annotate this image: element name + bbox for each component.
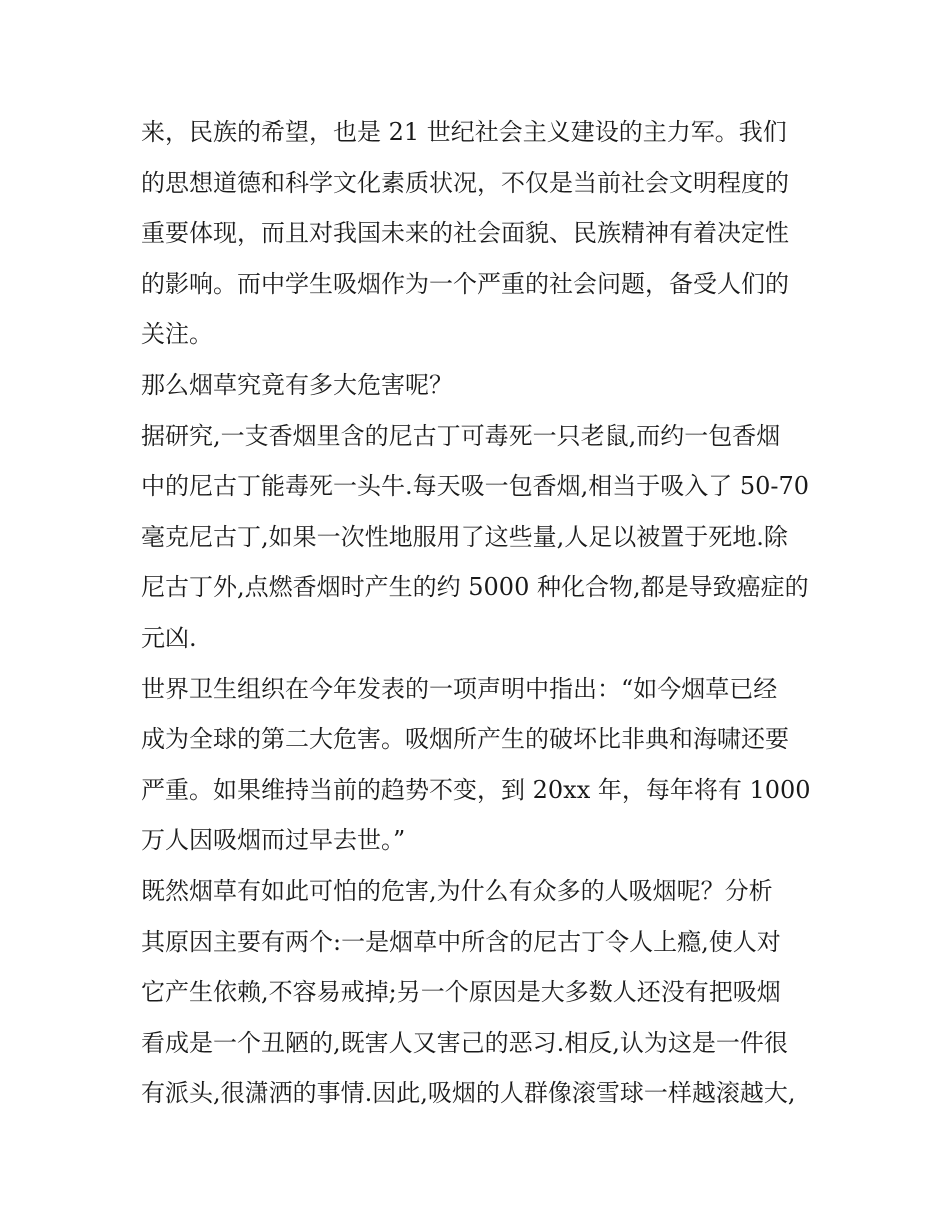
- text-line: 来，民族的希望，也是 21 世纪社会主义建设的主力军。我们: [141, 118, 787, 146]
- text-line: 它产生依赖,不容易戒掉;另一个原因是大多数人还没有把吸烟: [141, 978, 781, 1007]
- text-line: 的影响。而中学生吸烟作为一个严重的社会问题，备受人们的: [141, 269, 789, 298]
- text-line: 元凶.: [141, 623, 197, 652]
- text-line: 世界卫生组织在今年发表的一项声明中指出：“如今烟草已经: [141, 674, 778, 703]
- text-line: 严重。如果维持当前的趋势不变，到 20xx 年，每年将有 1000: [141, 775, 811, 804]
- text-line: 其原因主要有两个:一是烟草中所含的尼古丁令人上瘾,使人对: [141, 927, 781, 956]
- text-line: 的思想道德和科学文化素质状况，不仅是当前社会文明程度的: [141, 168, 789, 197]
- document-body: [141, 107, 821, 1119]
- text-line: 中的尼古丁能毒死一头牛.每天吸一包香烟,相当于吸入了 50-70: [141, 472, 810, 501]
- text-line: 成为全球的第二大危害。吸烟所产生的破坏比非典和海啸还要: [141, 725, 789, 754]
- text-line: 重要体现，而且对我国未来的社会面貌、民族精神有着决定性: [141, 219, 789, 248]
- text-line: 看成是一个丑陋的,既害人又害己的恶习.相反,认为这是一件很: [141, 1028, 788, 1057]
- text-line: 尼古丁外,点燃香烟时产生的约 5000 种化合物,都是导致癌症的: [141, 573, 809, 602]
- text-line: 既然烟草有如此可怕的危害,为什么有众多的人吸烟呢？分析: [141, 876, 773, 905]
- text-line: 万人因吸烟而过早去世。”: [141, 826, 406, 855]
- text-line: 毫克尼古丁,如果一次性地服用了这些量,人足以被置于死地.除: [141, 522, 788, 551]
- text-line: 有派头,很潇洒的事情.因此,吸烟的人群像滚雪球一样越滚越大,: [141, 1079, 796, 1108]
- section-question: 那么烟草究竟有多大危害呢？: [141, 370, 453, 399]
- text-line: 关注。: [141, 320, 213, 349]
- text-line: 据研究,一支香烟里含的尼古丁可毒死一只老鼠,而约一包香烟: [141, 421, 781, 450]
